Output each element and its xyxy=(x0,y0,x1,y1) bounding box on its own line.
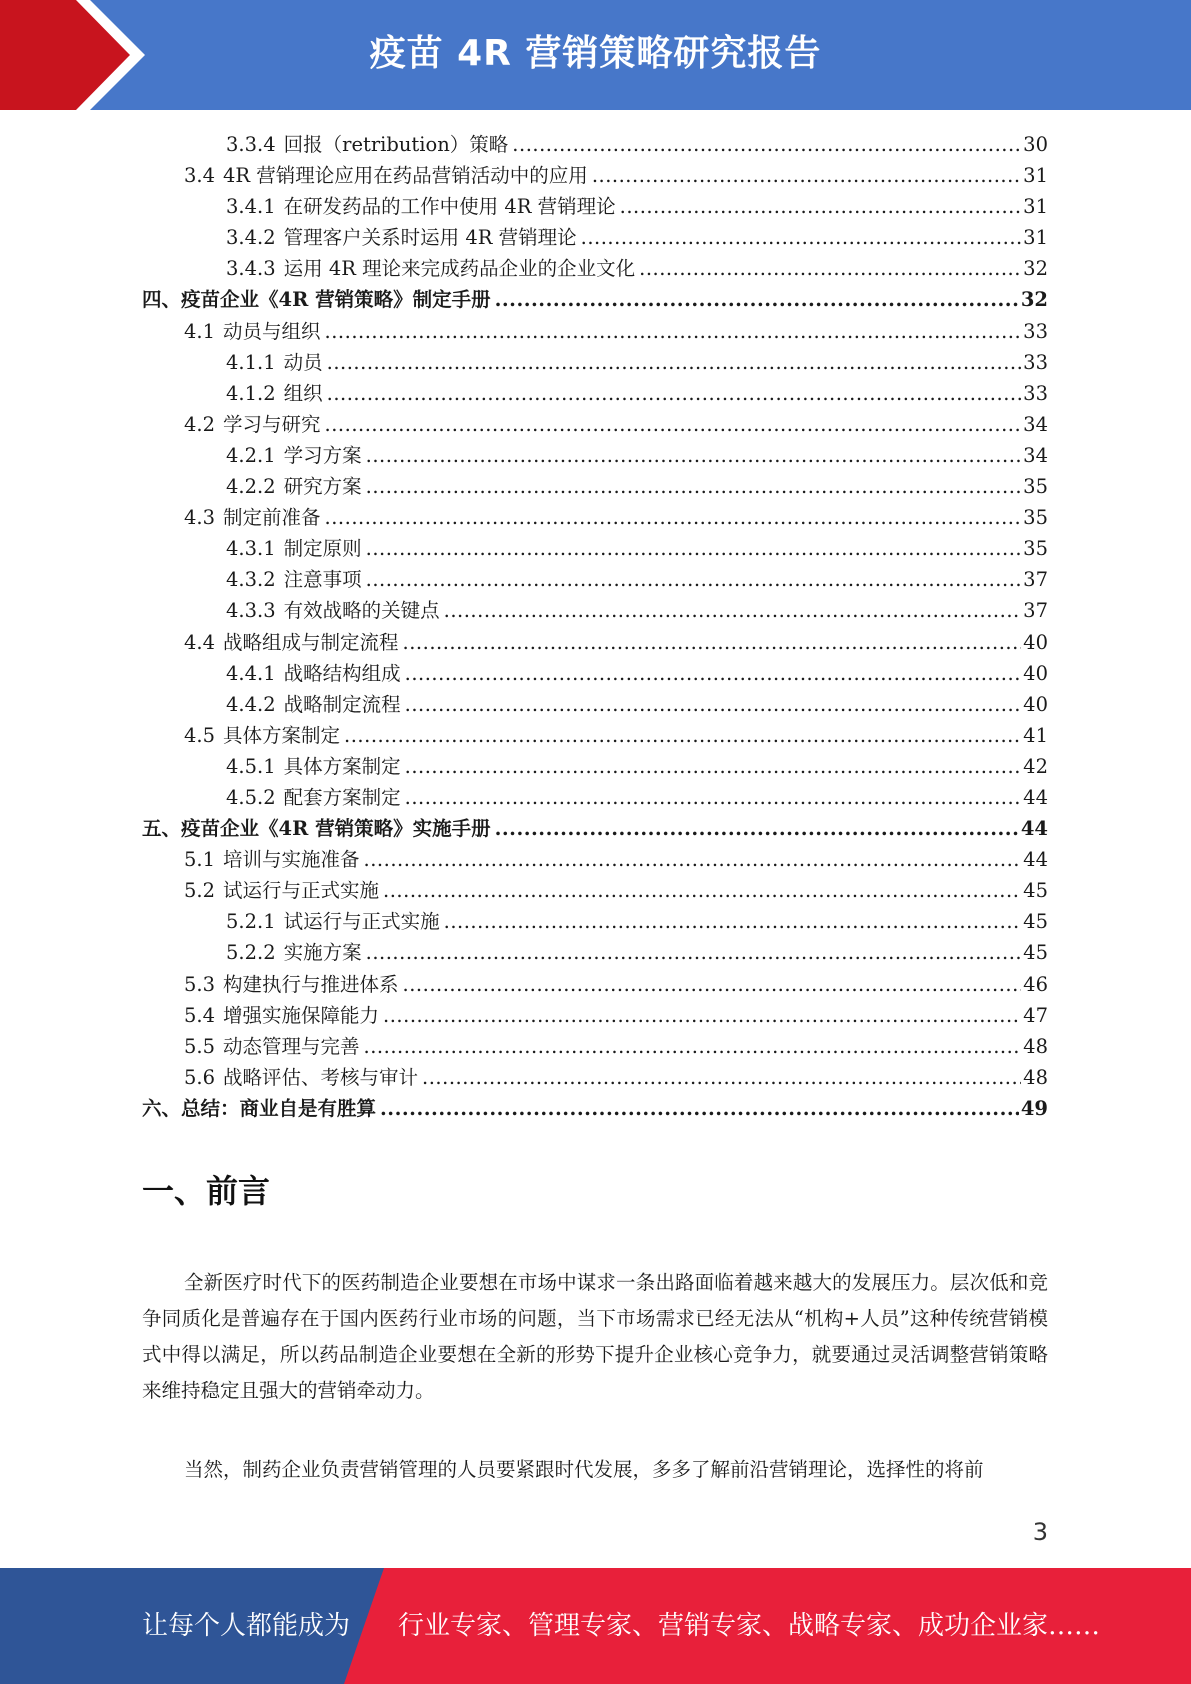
toc-entry-page: 30 xyxy=(1023,133,1048,156)
toc-entry-title: 动员 xyxy=(283,350,323,374)
toc-entry-number: 3.4.3 xyxy=(226,257,276,281)
page-header xyxy=(0,0,1191,110)
toc-entry-page: 46 xyxy=(1023,972,1048,996)
toc-entry-page: 47 xyxy=(1023,1003,1048,1027)
toc-entry[interactable] xyxy=(142,160,1048,191)
toc-entry-number: 5.6 xyxy=(184,1065,216,1089)
toc-entry[interactable] xyxy=(142,1000,1048,1031)
toc-leader-dots xyxy=(364,844,1022,875)
toc-leader-dots xyxy=(380,1093,1019,1124)
toc-entry-number: 4.4.1 xyxy=(226,661,276,685)
toc-entry[interactable] xyxy=(142,378,1048,409)
toc-leader-dots xyxy=(366,471,1022,502)
toc-entry-page: 45 xyxy=(1023,910,1048,934)
toc-entry-number: 5.3 xyxy=(184,972,216,996)
toc-entry-page: 44 xyxy=(1023,785,1048,809)
toc-entry-page: 49 xyxy=(1020,1096,1048,1120)
toc-entry-page: 35 xyxy=(1023,506,1048,530)
section-heading: 一、前言 xyxy=(142,1172,271,1210)
toc-entry[interactable] xyxy=(142,191,1048,222)
toc-entry-page: 45 xyxy=(1023,941,1048,965)
footer-slogan-right: 行业专家、管理专家、营销专家、战略专家、成功企业家…… xyxy=(398,1611,1101,1641)
toc-entry-number: 3.4.1 xyxy=(226,195,276,219)
toc-entry-number: 3.3.4 xyxy=(226,133,276,156)
toc-entry-title: 4R 营销理论应用在药品营销活动中的应用 xyxy=(223,164,588,188)
toc-entry-title: 管理客户关系时运用 4R 营销理论 xyxy=(283,226,577,250)
toc-leader-dots xyxy=(403,969,1022,1000)
page-number: 3 xyxy=(1032,1518,1048,1546)
toc-entry-title: 四、疫苗企业《4R 营销策略》制定手册 xyxy=(142,288,491,312)
toc-entry-title: 动态管理与完善 xyxy=(223,1034,360,1058)
toc-entry-number: 5.4 xyxy=(184,1003,216,1027)
toc-entry-number: 4.4 xyxy=(184,630,216,654)
toc-entry-title: 试运行与正式实施 xyxy=(283,910,440,934)
toc-leader-dots xyxy=(325,502,1022,533)
toc-entry-number: 5.1 xyxy=(184,848,216,872)
toc-leader-dots xyxy=(366,533,1022,564)
toc-entry-title: 培训与实施准备 xyxy=(223,848,360,872)
toc-entry[interactable] xyxy=(142,316,1048,347)
toc-entry-title: 战略组成与制定流程 xyxy=(223,630,399,654)
toc-entry-title: 在研发药品的工作中使用 4R 营销理论 xyxy=(283,195,616,219)
toc-leader-dots xyxy=(512,129,1021,160)
toc-entry-number: 4.1.1 xyxy=(226,350,276,374)
toc-entry-page: 31 xyxy=(1023,226,1048,250)
toc-leader-dots xyxy=(422,1062,1021,1093)
toc-entry-title: 战略结构组成 xyxy=(283,661,401,685)
toc-entry-title: 学习方案 xyxy=(283,443,362,467)
toc-entry-title: 回报（retribution）策略 xyxy=(283,133,509,156)
toc-entry[interactable] xyxy=(142,751,1048,782)
toc-entry-title: 增强实施保障能力 xyxy=(223,1003,380,1027)
toc-entry[interactable] xyxy=(142,253,1048,284)
toc-entry-page: 40 xyxy=(1023,692,1048,716)
toc-entry-number: 4.2 xyxy=(184,412,216,436)
toc-leader-dots xyxy=(639,253,1021,284)
toc-entry-page: 37 xyxy=(1023,568,1048,592)
page-footer xyxy=(0,1568,1191,1684)
toc-entry-title: 试运行与正式实施 xyxy=(223,879,380,903)
toc-entry-page: 48 xyxy=(1023,1065,1048,1089)
toc-entry-title: 注意事项 xyxy=(283,568,362,592)
body-paragraph: 当然，制药企业负责营销管理的人员要紧跟时代发展，多多了解前沿营销理论，选择性的将前 xyxy=(184,1458,984,1481)
toc-entry[interactable] xyxy=(142,595,1048,626)
toc-entry-title: 五、疫苗企业《4R 营销策略》实施手册 xyxy=(142,817,491,841)
toc-leader-dots xyxy=(444,595,1022,626)
toc-entry-number: 4.4.2 xyxy=(226,692,276,716)
toc-entry-title: 制定前准备 xyxy=(223,506,321,530)
toc-entry-page: 44 xyxy=(1020,817,1048,841)
toc-entry[interactable] xyxy=(142,1031,1048,1062)
toc-entry[interactable] xyxy=(142,875,1048,906)
toc-entry-page: 44 xyxy=(1023,848,1048,872)
toc-leader-dots xyxy=(405,689,1022,720)
toc-entry-page: 34 xyxy=(1023,443,1048,467)
toc-leader-dots xyxy=(344,720,1021,751)
toc-entry-page: 37 xyxy=(1023,599,1048,623)
toc-entry-number: 4.3.2 xyxy=(226,568,276,592)
toc-entry-page: 33 xyxy=(1023,319,1048,343)
toc-entry-number: 4.3.3 xyxy=(226,599,276,623)
toc-leader-dots xyxy=(383,875,1021,906)
body-paragraph: 全新医疗时代下的医药制造企业要想在市场中谋求一条出路面临着越来越大的发展压力。层次低和竞争同质化是普遍存在于国内医药行业市场的问题，当下市场需求已经无法从“机构+人员”这种传统营销模式中得以满足，所以药品制造企业要想在全新的形势下提升企业核心竞争力，就要通过灵活调整营销策略来维持稳定且强大的营销牵动力。 xyxy=(142,1271,1048,1402)
toc-leader-dots xyxy=(366,440,1022,471)
toc-entry-number: 4.2.2 xyxy=(226,475,276,499)
toc-entry-number: 4.5.1 xyxy=(226,754,276,778)
toc-leader-dots xyxy=(620,191,1022,222)
toc-entry-title: 有效战略的关键点 xyxy=(283,599,440,623)
toc-entry-page: 34 xyxy=(1023,412,1048,436)
toc-leader-dots xyxy=(327,378,1022,409)
toc-leader-dots xyxy=(581,222,1022,253)
toc-entry-page: 33 xyxy=(1023,381,1048,405)
toc-entry[interactable] xyxy=(142,658,1048,689)
toc-entry-number: 5.2 xyxy=(184,879,216,903)
toc-leader-dots xyxy=(366,564,1022,595)
toc-entry-number: 4.2.1 xyxy=(226,443,276,467)
toc-entry-page: 35 xyxy=(1023,475,1048,499)
toc-entry-title: 组织 xyxy=(283,381,323,405)
toc-leader-dots xyxy=(364,1031,1022,1062)
toc-entry[interactable] xyxy=(142,906,1048,937)
toc-leader-dots xyxy=(444,906,1022,937)
toc-entry-title: 构建执行与推进体系 xyxy=(223,972,399,996)
toc-entry[interactable] xyxy=(142,284,1048,315)
toc-entry[interactable] xyxy=(142,813,1048,844)
toc-entry-page: 40 xyxy=(1023,661,1048,685)
toc-entry-title: 实施方案 xyxy=(283,941,362,965)
toc-entry-number: 4.3 xyxy=(184,506,216,530)
toc-leader-dots xyxy=(366,937,1022,968)
toc-leader-dots xyxy=(592,160,1021,191)
toc-entry-number: 4.3.1 xyxy=(226,537,276,561)
toc-leader-dots xyxy=(325,316,1022,347)
toc-entry-title: 战略制定流程 xyxy=(283,692,401,716)
toc-entry[interactable] xyxy=(142,440,1048,471)
toc-entry-page: 32 xyxy=(1023,257,1048,281)
toc-entry[interactable] xyxy=(142,222,1048,253)
toc-leader-dots xyxy=(405,751,1022,782)
toc-entry-title: 运用 4R 理论来完成药品企业的企业文化 xyxy=(283,257,636,281)
toc-entry[interactable] xyxy=(142,129,1048,160)
toc-leader-dots xyxy=(403,627,1022,658)
toc-entry-page: 31 xyxy=(1023,164,1048,188)
toc-entry-number: 4.5.2 xyxy=(226,785,276,809)
toc-leader-dots xyxy=(405,782,1022,813)
toc-entry-page: 33 xyxy=(1023,350,1048,374)
toc-entry-number: 5.2.2 xyxy=(226,941,276,965)
toc-entry[interactable] xyxy=(142,844,1048,875)
toc-entry[interactable] xyxy=(142,627,1048,658)
footer-slogan-left: 让每个人都能成为 xyxy=(142,1611,351,1641)
toc-entry[interactable] xyxy=(142,689,1048,720)
toc-leader-dots xyxy=(325,409,1022,440)
toc-entry-number: 5.2.1 xyxy=(226,910,276,934)
toc-entry-title: 制定原则 xyxy=(283,537,362,561)
toc-entry[interactable] xyxy=(142,969,1048,1000)
toc-entry[interactable] xyxy=(142,533,1048,564)
toc-entry-title: 学习与研究 xyxy=(223,412,321,436)
table-of-contents xyxy=(142,129,1048,1124)
toc-entry-page: 32 xyxy=(1020,288,1048,312)
toc-entry-title: 研究方案 xyxy=(283,475,362,499)
toc-entry[interactable] xyxy=(142,937,1048,968)
toc-entry-title: 战略评估、考核与审计 xyxy=(223,1065,419,1089)
toc-entry-number: 4.1 xyxy=(184,319,216,343)
toc-entry-page: 45 xyxy=(1023,879,1048,903)
toc-entry-page: 35 xyxy=(1023,537,1048,561)
toc-entry-title: 配套方案制定 xyxy=(283,785,401,809)
toc-entry[interactable] xyxy=(142,471,1048,502)
toc-entry[interactable] xyxy=(142,347,1048,378)
toc-leader-dots xyxy=(383,1000,1021,1031)
toc-entry-number: 3.4 xyxy=(184,164,216,188)
toc-entry-number: 4.5 xyxy=(184,723,216,747)
toc-entry[interactable] xyxy=(142,502,1048,533)
toc-leader-dots xyxy=(495,284,1019,315)
toc-entry-page: 42 xyxy=(1023,754,1048,778)
toc-entry-number: 5.5 xyxy=(184,1034,216,1058)
toc-leader-dots xyxy=(405,658,1022,689)
toc-entry[interactable] xyxy=(142,1093,1048,1124)
toc-entry[interactable] xyxy=(142,409,1048,440)
toc-entry-page: 48 xyxy=(1023,1034,1048,1058)
toc-entry-title: 具体方案制定 xyxy=(223,723,341,747)
toc-entry[interactable] xyxy=(142,782,1048,813)
toc-leader-dots xyxy=(495,813,1019,844)
toc-entry-number: 4.1.2 xyxy=(226,381,276,405)
toc-entry-page: 31 xyxy=(1023,195,1048,219)
toc-entry-title: 六、总结：商业自是有胜算 xyxy=(142,1096,377,1120)
toc-entry[interactable] xyxy=(142,564,1048,595)
toc-entry-title: 具体方案制定 xyxy=(283,754,401,778)
toc-entry[interactable] xyxy=(142,1062,1048,1093)
toc-entry-page: 40 xyxy=(1023,630,1048,654)
toc-entry[interactable] xyxy=(142,720,1048,751)
toc-entry-title: 动员与组织 xyxy=(223,319,321,343)
toc-leader-dots xyxy=(327,347,1022,378)
toc-entry-page: 41 xyxy=(1023,723,1048,747)
toc-entry-number: 3.4.2 xyxy=(226,226,276,250)
document-title: 疫苗 4R 营销策略研究报告 xyxy=(369,33,822,74)
